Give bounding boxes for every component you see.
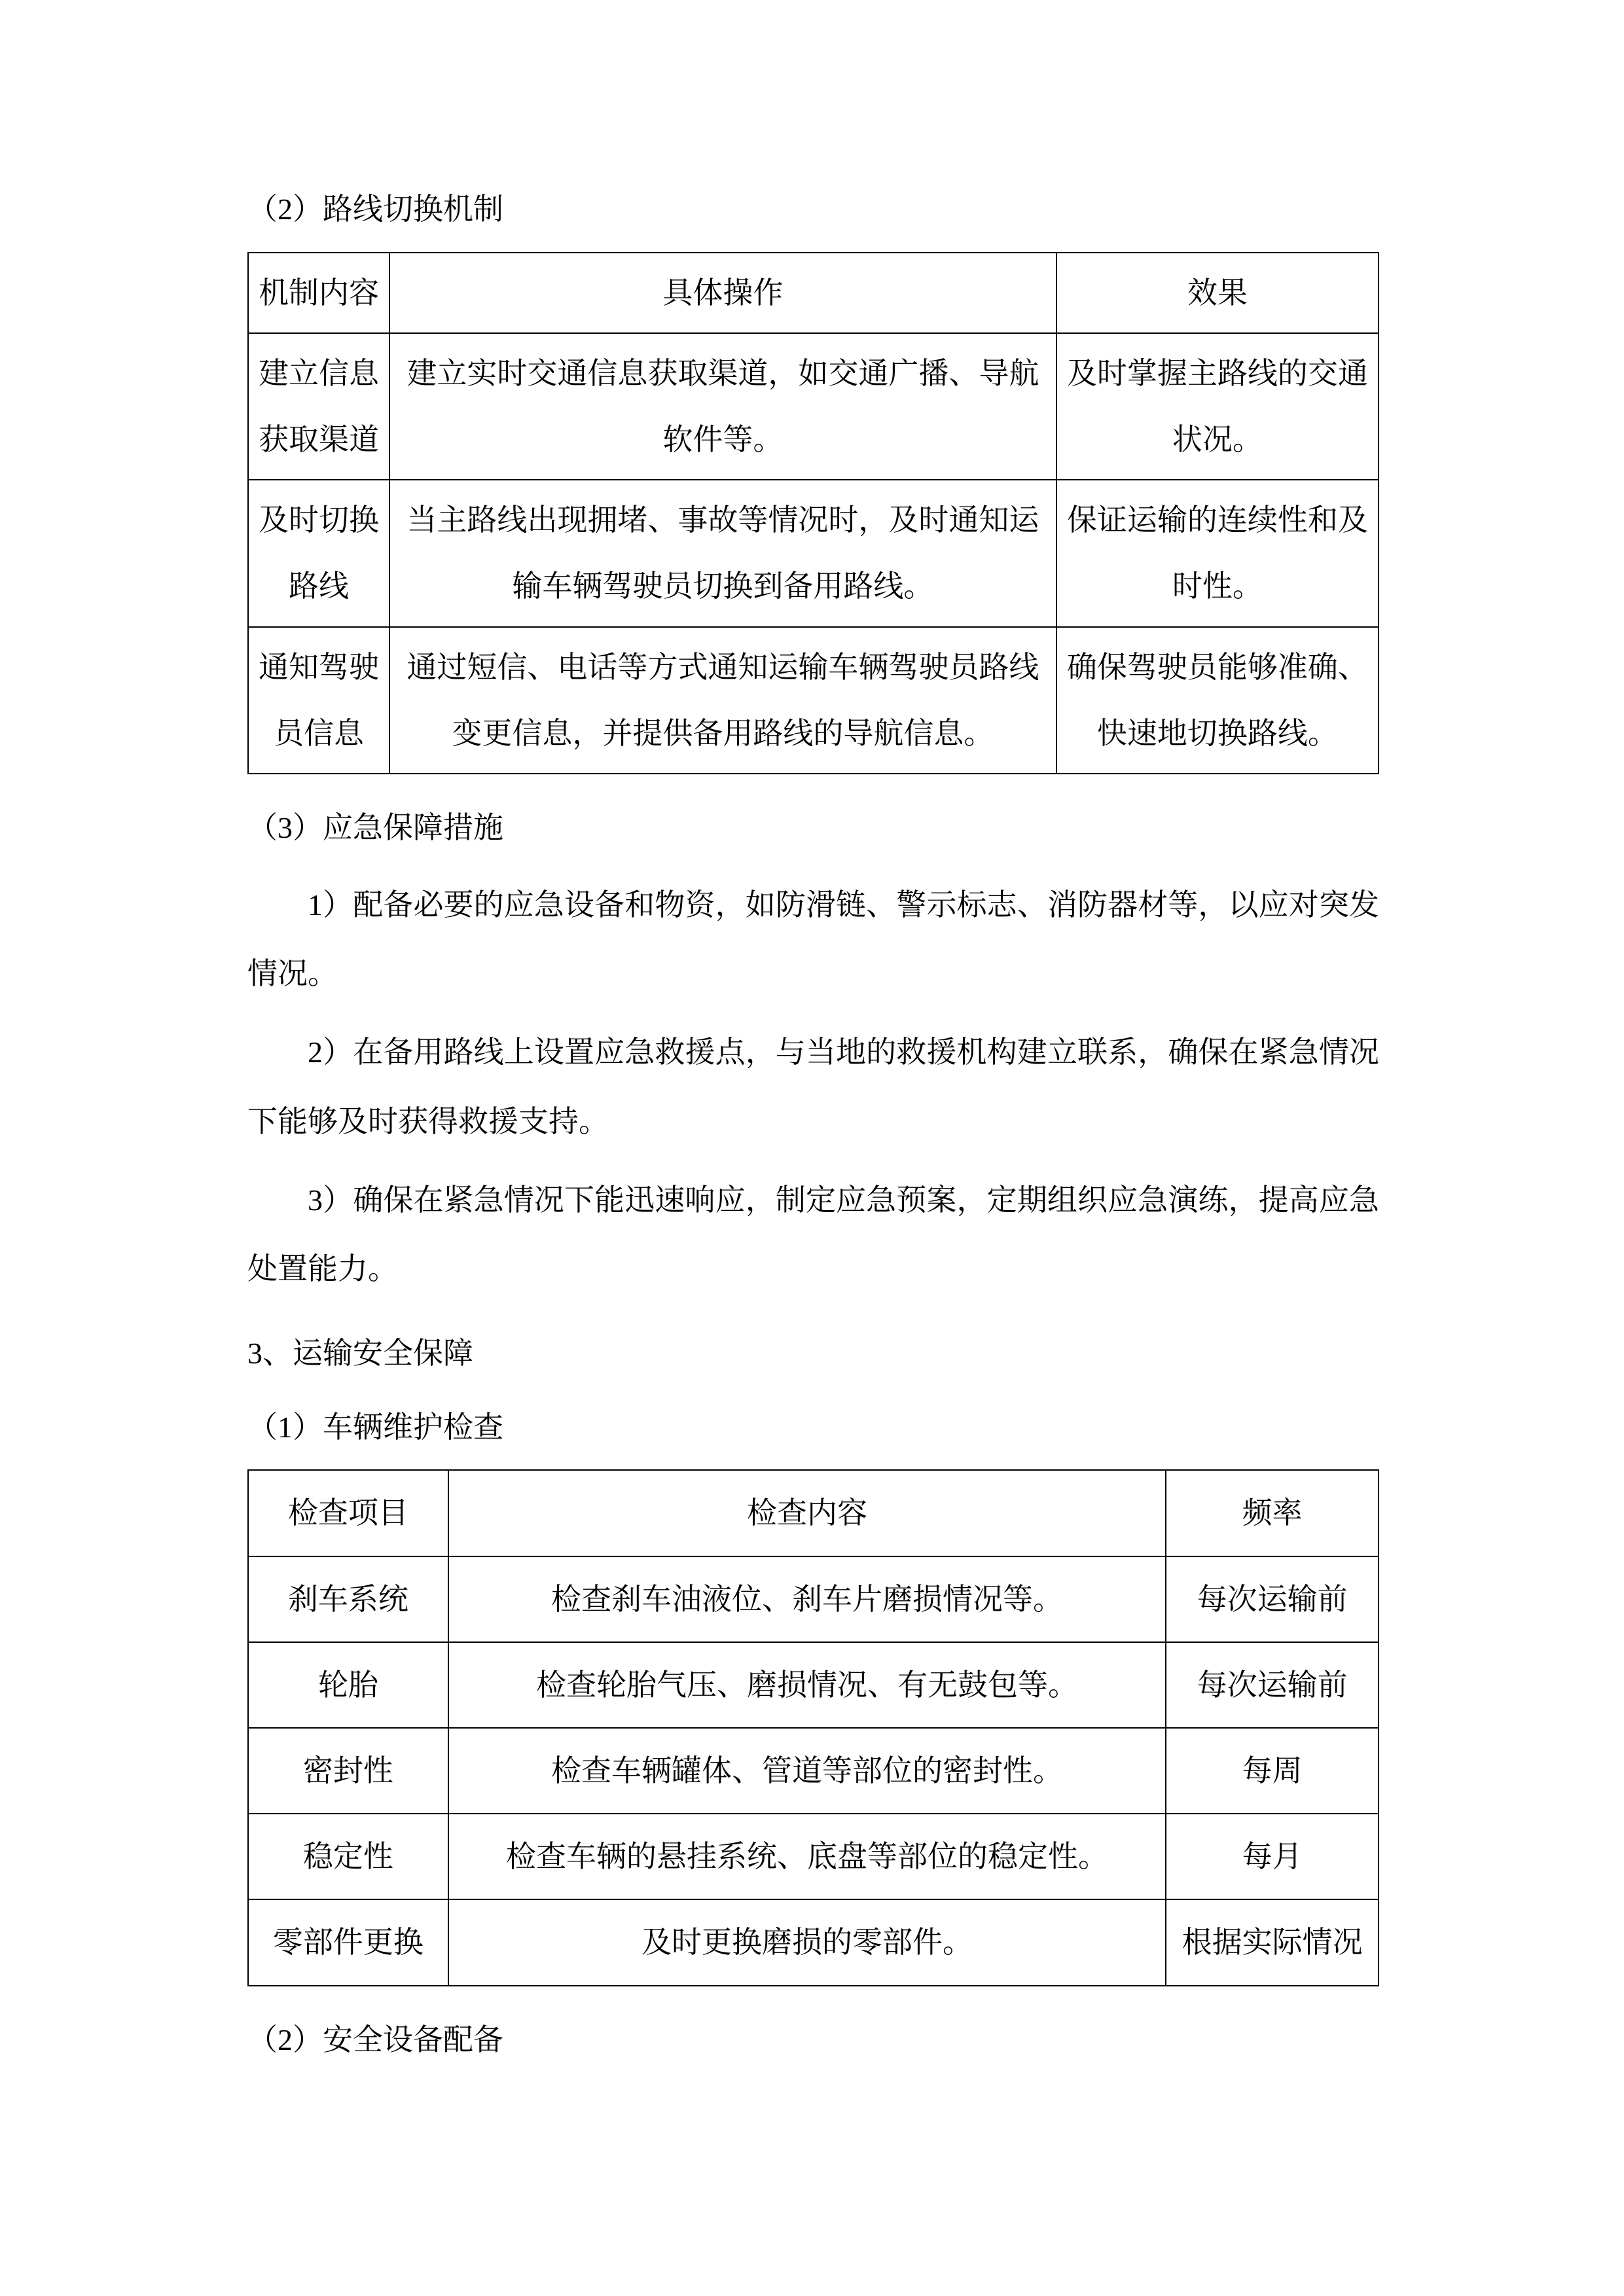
table-route-switch bbox=[247, 252, 1379, 774]
table-vehicle-check bbox=[247, 1469, 1379, 1986]
table-cell: 刹车系统 bbox=[248, 1556, 448, 1642]
heading-vehicle-maintenance-check: （1）车辆维护检查 bbox=[247, 1410, 503, 1444]
table-row bbox=[248, 1899, 1379, 1985]
table-header-cell: 检查项目 bbox=[248, 1470, 448, 1556]
table-row bbox=[248, 1728, 1379, 1814]
table-cell: 检查车辆罐体、管道等部位的密封性。 bbox=[448, 1728, 1166, 1814]
table-header-cell: 检查内容 bbox=[448, 1470, 1166, 1556]
table-header-cell: 频率 bbox=[1166, 1470, 1379, 1556]
table-header-cell: 机制内容 bbox=[248, 253, 389, 333]
table-row bbox=[248, 627, 1379, 774]
heading-emergency-measures: （3）应急保障措施 bbox=[247, 810, 503, 844]
table-cell: 稳定性 bbox=[248, 1814, 448, 1899]
heading-transport-safety: 3、运输安全保障 bbox=[247, 1336, 473, 1371]
table-header-row bbox=[248, 253, 1379, 333]
table-cell: 及时切换路线 bbox=[248, 480, 389, 626]
table-cell: 及时更换磨损的零部件。 bbox=[448, 1899, 1166, 1985]
table-cell: 每月 bbox=[1166, 1814, 1379, 1899]
table-header-row bbox=[248, 1470, 1379, 1556]
heading-route-switch-mechanism: （2）路线切换机制 bbox=[247, 192, 503, 226]
paragraph-emergency-1: 1）配备必要的应急设备和物资，如防滑链、警示标志、消防器材等，以应对突发情况。 bbox=[247, 888, 1379, 991]
table-header-cell: 具体操作 bbox=[389, 253, 1056, 333]
table-cell: 零部件更换 bbox=[248, 1899, 448, 1985]
heading-safety-equipment: （2）安全设备配备 bbox=[247, 2022, 503, 2056]
table-cell: 密封性 bbox=[248, 1728, 448, 1814]
paragraph-emergency-2: 2）在备用路线上设置应急救援点，与当地的救援机构建立联系，确保在紧急情况下能够及时获得救援支持。 bbox=[247, 1035, 1379, 1138]
table-cell: 通知驾驶员信息 bbox=[248, 627, 389, 774]
table-cell: 建立实时交通信息获取渠道，如交通广播、导航软件等。 bbox=[389, 333, 1056, 480]
table-cell: 确保驾驶员能够准确、快速地切换路线。 bbox=[1056, 627, 1379, 774]
table-row bbox=[248, 1642, 1379, 1728]
table-cell: 检查车辆的悬挂系统、底盘等部位的稳定性。 bbox=[448, 1814, 1166, 1899]
table-cell: 当主路线出现拥堵、事故等情况时，及时通知运输车辆驾驶员切换到备用路线。 bbox=[389, 480, 1056, 626]
table-row bbox=[248, 480, 1379, 626]
table-cell: 建立信息获取渠道 bbox=[248, 333, 389, 480]
table-cell: 每次运输前 bbox=[1166, 1642, 1379, 1728]
table-cell: 根据实际情况 bbox=[1166, 1899, 1379, 1985]
table-header-cell: 效果 bbox=[1056, 253, 1379, 333]
table-cell: 检查轮胎气压、磨损情况、有无鼓包等。 bbox=[448, 1642, 1166, 1728]
table-cell: 检查刹车油液位、刹车片磨损情况等。 bbox=[448, 1556, 1166, 1642]
table-cell: 通过短信、电话等方式通知运输车辆驾驶员路线变更信息，并提供备用路线的导航信息。 bbox=[389, 627, 1056, 774]
table-row bbox=[248, 333, 1379, 480]
table-row bbox=[248, 1556, 1379, 1642]
table-cell: 保证运输的连续性和及时性。 bbox=[1056, 480, 1379, 626]
table-cell: 每次运输前 bbox=[1166, 1556, 1379, 1642]
paragraph-emergency-3: 3）确保在紧急情况下能迅速响应，制定应急预案，定期组织应急演练，提高应急处置能力。 bbox=[247, 1183, 1379, 1286]
table-row bbox=[248, 1814, 1379, 1899]
table-cell: 每周 bbox=[1166, 1728, 1379, 1814]
table-cell: 及时掌握主路线的交通状况。 bbox=[1056, 333, 1379, 480]
table-cell: 轮胎 bbox=[248, 1642, 448, 1728]
